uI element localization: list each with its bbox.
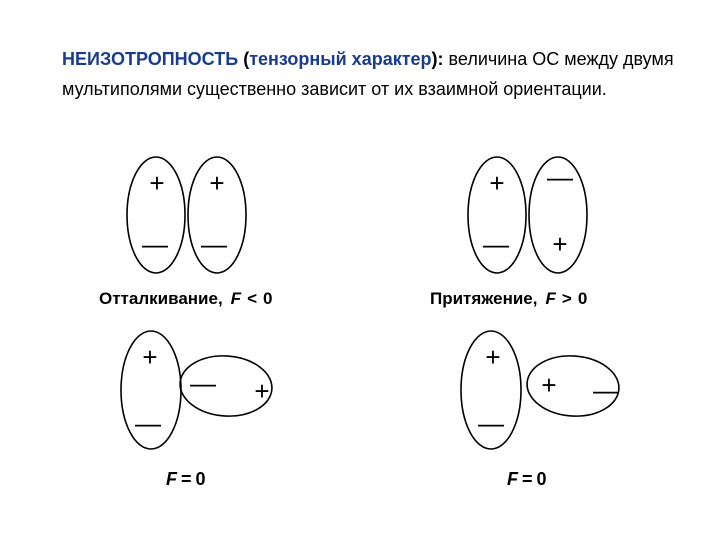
- caption-word: Отталкивание,: [99, 289, 223, 308]
- paren-open: (: [243, 49, 250, 69]
- caption-rel: <: [247, 289, 257, 308]
- caption-zero-force: [166, 469, 206, 489]
- caption-val: 0: [536, 469, 547, 489]
- paren-close: ): [431, 49, 438, 69]
- caption-rel: =: [522, 469, 533, 489]
- minus-sign: —: [547, 162, 573, 192]
- caption-attraction: [430, 289, 587, 308]
- plus-sign: +: [149, 168, 165, 198]
- minus-sign: —: [142, 229, 168, 259]
- minus-sign: —: [593, 375, 619, 405]
- caption-var: F: [545, 289, 556, 308]
- caption-word: Притяжение,: [430, 289, 538, 308]
- colon: :: [437, 49, 444, 69]
- minus-sign: —: [478, 408, 504, 438]
- caption-repulsion: [99, 289, 272, 308]
- caption-rel: =: [181, 469, 192, 489]
- caption-val: 0: [263, 289, 273, 308]
- caption-var: F: [230, 289, 242, 308]
- caption-var: F: [507, 469, 518, 489]
- plus-sign: +: [142, 342, 158, 372]
- term-tensor: тензорный характер: [249, 49, 432, 69]
- term-anisotropy: НЕИЗОТРОПНОСТЬ: [62, 49, 239, 69]
- caption-val: 0: [577, 289, 588, 308]
- plus-sign: +: [254, 376, 270, 406]
- minus-sign: —: [483, 229, 509, 259]
- caption-val: 0: [195, 469, 206, 489]
- plus-sign: +: [552, 229, 568, 259]
- plus-sign: +: [209, 168, 225, 198]
- minus-sign: —: [201, 229, 227, 259]
- minus-sign: —: [135, 408, 161, 438]
- plus-sign: +: [485, 342, 501, 372]
- intro-body: величина ОС между двумя мультиполями существенно зависит от их взаимной ориентации.: [62, 49, 674, 99]
- plus-sign: +: [541, 370, 557, 400]
- plus-sign: +: [489, 168, 505, 198]
- caption-rel: >: [561, 289, 572, 308]
- minus-sign: —: [190, 368, 216, 398]
- caption-zero-force: [507, 469, 547, 489]
- caption-var: F: [166, 469, 177, 489]
